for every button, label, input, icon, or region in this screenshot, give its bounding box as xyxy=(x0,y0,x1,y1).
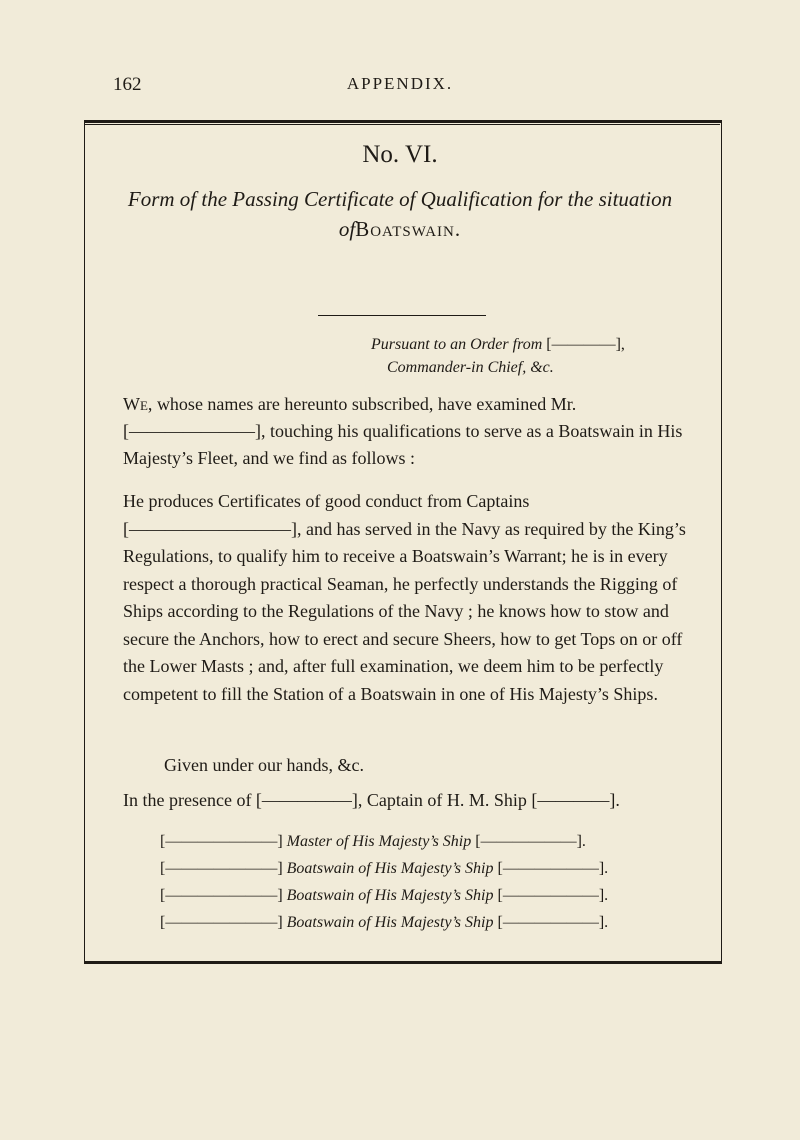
presence-line: In the presence of [—————], Captain of H. M. Ship [————]. xyxy=(123,790,620,810)
ship-blank: [——————]. xyxy=(475,833,586,850)
form-title xyxy=(95,184,705,244)
signature-blank: [———————] xyxy=(160,833,283,850)
signature-blank: [———————] xyxy=(160,887,283,904)
signature-role: Master of His Majesty’s Ship xyxy=(286,833,472,850)
qualifications-text: He produces Certificates of good conduct from Captains [—————————], and has served in the Navy as required by the King’s Regulations, to qualify him to receive a Boatswain’s Warrant; he is in every respect a thorough practical Seaman, he perfectly understands the Rigging of Ships according to the Regulations of the Navy ; he knows how to stow and secure the Anchors, how to erect and secure Sheers, how to get Tops on or off the Lower Masts ; and, after full examination, we deem him to be perfectly competent to fill the Station of a Boatswain in one of His Majesty’s Ships. xyxy=(123,491,686,704)
signature-role: Boatswain of His Majesty’s Ship xyxy=(286,887,494,904)
ship-blank: [——————]. xyxy=(497,887,609,904)
form-title-position: Boatswain. xyxy=(355,217,462,241)
form-title-main: Form of the Passing Certificate of Qualification for the situation xyxy=(127,187,673,211)
form-title-of: of xyxy=(338,217,356,241)
qualifications-paragraph xyxy=(123,488,703,708)
ship-blank: [——————]. xyxy=(497,914,609,931)
commander-line: Commander-in Chief, &c. xyxy=(387,359,554,376)
divider-rule xyxy=(318,315,486,316)
signature-row xyxy=(160,855,608,882)
signature-row xyxy=(160,828,608,855)
paragraph-we: We, xyxy=(123,394,153,414)
running-head: APPENDIX. xyxy=(346,74,454,93)
ship-blank: [——————]. xyxy=(497,860,609,877)
page-number: 162 xyxy=(113,74,142,95)
examination-paragraph xyxy=(123,391,703,472)
frame-inner-rule xyxy=(84,124,720,125)
pursuant-blank: [————], xyxy=(546,336,625,353)
given-under-hands: Given under our hands, &c. xyxy=(164,755,364,775)
pursuant-line xyxy=(371,336,625,354)
signature-list xyxy=(160,828,608,936)
signature-role: Boatswain of His Majesty’s Ship xyxy=(286,860,494,877)
pursuant-text: Pursuant to an Order from xyxy=(371,336,543,353)
signature-blank: [———————] xyxy=(160,914,283,931)
signature-role: Boatswain of His Majesty’s Ship xyxy=(286,914,494,931)
signature-blank: [———————] xyxy=(160,860,283,877)
paragraph-body: whose names are hereunto subscribed, have examined Mr. [———————], touching his qualifications to serve as a Boatswain in His Majesty’s Fleet, and we find as follows : xyxy=(123,394,683,468)
signature-row xyxy=(160,909,608,936)
signature-row xyxy=(160,882,608,909)
form-number: No. VI. xyxy=(362,141,438,168)
